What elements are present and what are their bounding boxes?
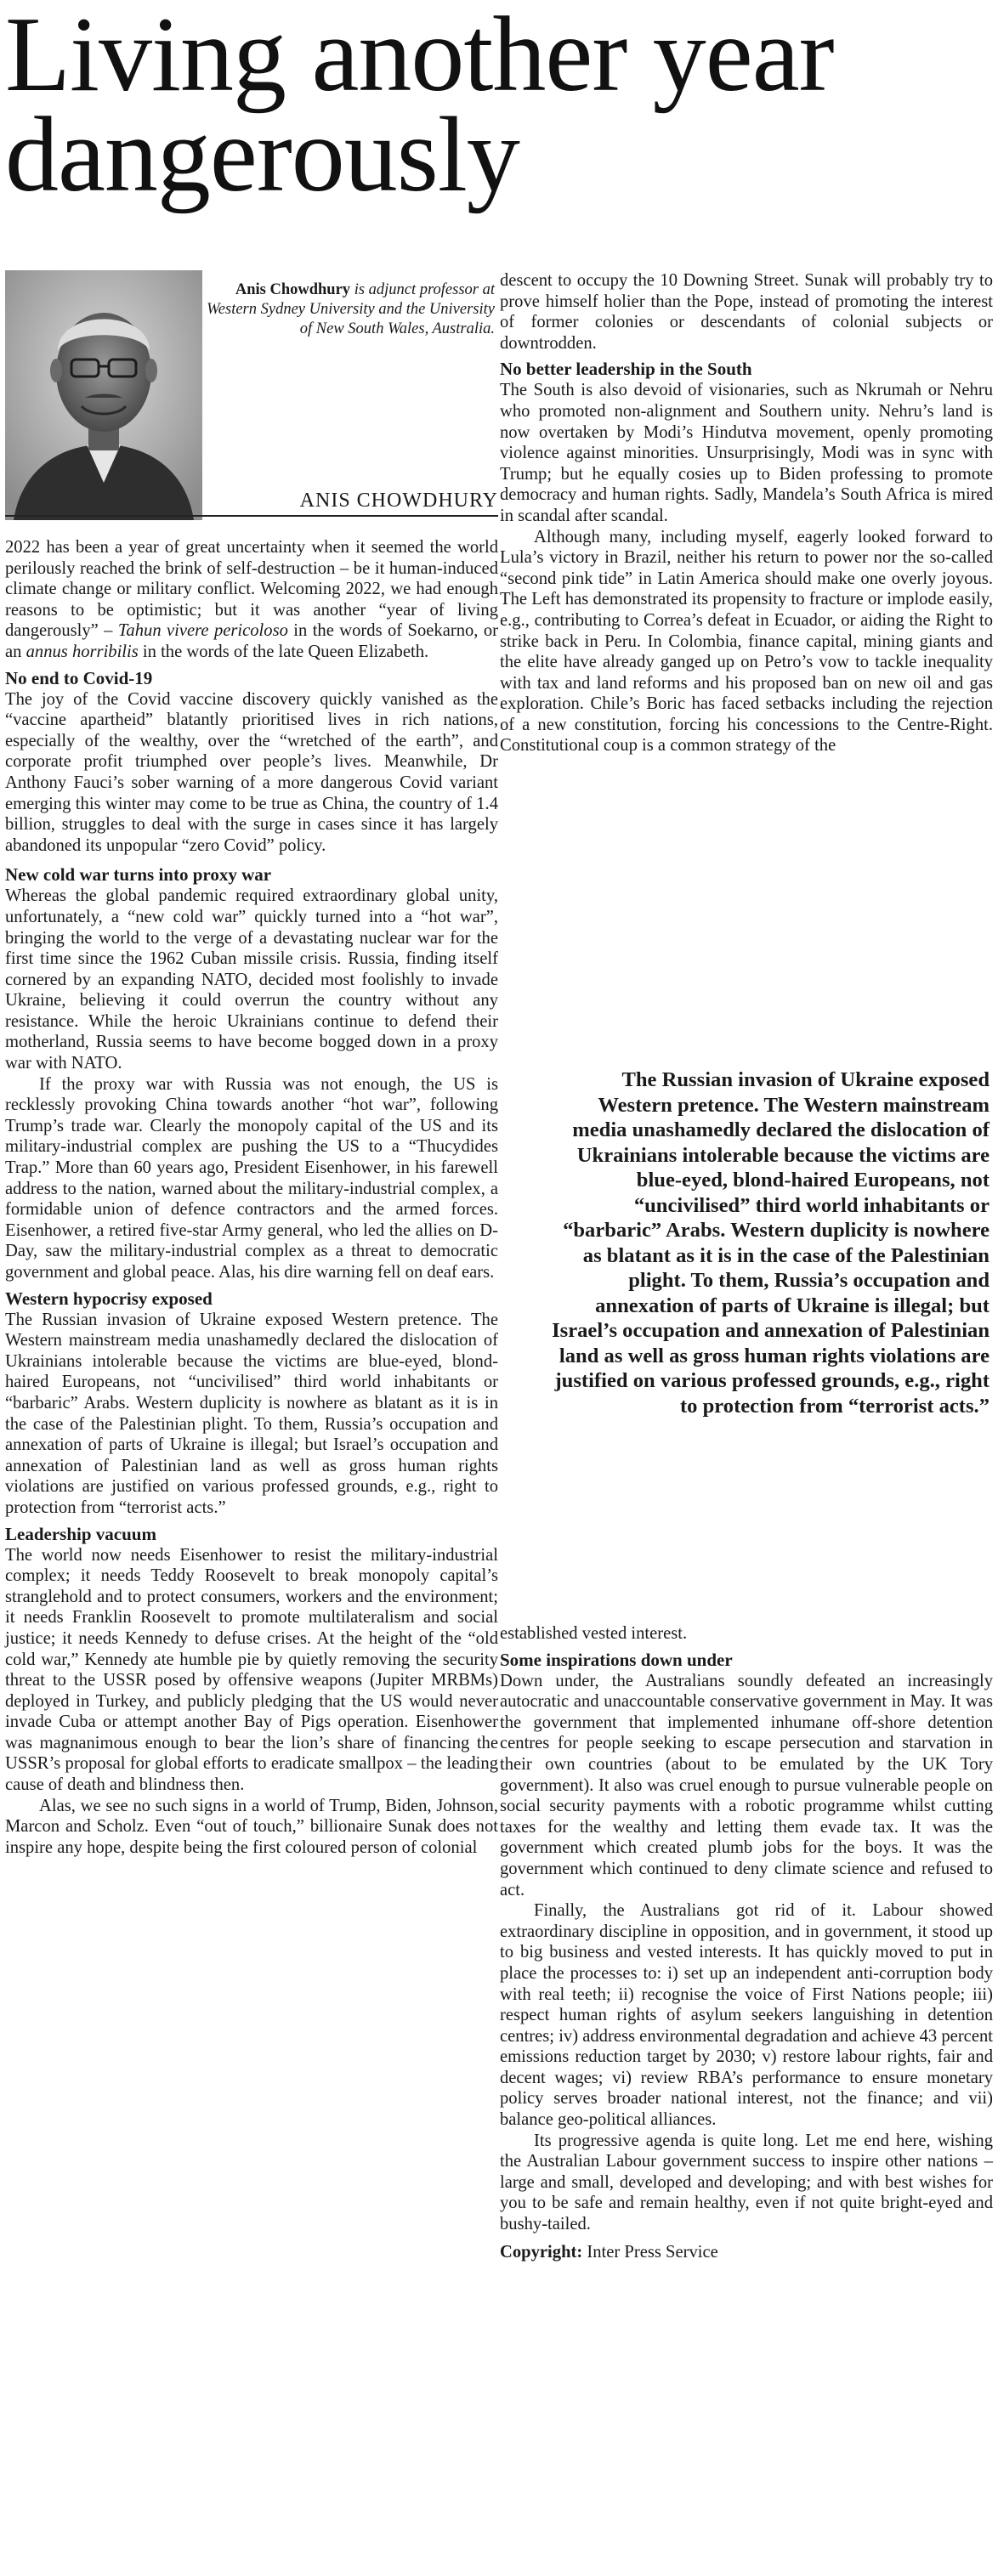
subhead-cold-war: New cold war turns into proxy war <box>5 864 272 886</box>
byline-rule <box>5 515 498 517</box>
paragraph-vested-interest: established vested interest. <box>500 1624 688 1643</box>
author-bio <box>206 280 495 339</box>
paragraph-continued: descent to occupy the 10 Downing Street. Sunak will probably try to prove himself holier than the Pope, instead of promoting the interest of former colonies or descendants of colonial subjects or downtrodden. <box>500 271 993 353</box>
paragraph-south-1: The South is also devoid of visionaries, such as Nkrumah or Nehru who promoted non-alignment and Southern unity. Nehru’s land is now overtaken by Modi’s Hindutva movement, openly promoting violence against minorities. Unsurprisingly, Modi was in sync with Trump; but he equally cosies up to Biden professing to promote democracy and human rights. Sadly, Mandela’s South Africa is mired in scandal after scandal. <box>500 381 993 525</box>
subhead-south: No better leadership in the South <box>500 359 752 380</box>
paragraph-cold-war-1: Whereas the global pandemic required extraordinary global unity, unfortunately, a “new cold war” quickly turned into a “hot war”, bringing the world to the verge of a devastating nuclear war for the first time since the 1962 Cuban missile crisis. Russia, finding itself cornered by an expanding NATO, decided most foolishly to invade Ukraine, believing it could overrun the country without any resistance. While the heroic Ukrainians continue to defend their motherland, Russia seems to have become bogged down in a proxy war with NATO. <box>5 886 498 1073</box>
headline <box>5 0 991 214</box>
subhead-hypocrisy: Western hypocrisy exposed <box>5 1288 213 1309</box>
paragraph-cold-war-2: If the proxy war with Russia was not enough, the US is recklessly provoking China towards another “hot war”, following Trump’s trade war. Clearly the monopoly capital of the US and its military-industrial complex are pushing the US to a “Thucydides Trap.” More than 60 years ago, President Eisenhower, in his farewell address to the nation, warned about the military-industrial complex, a formidable union of defence contractors and the armed forces. Eisenhower, a retired five-star Army general, who led the allies on D-Day, saw the military-industrial complex as a threat to democratic government and global peace. Alas, his dire warning fell on deaf ears. <box>5 1074 498 1282</box>
intro-paragraph: 2022 has been a year of great uncertainty when it seemed the world perilously reached the brink of self-destruction – be it human-induced climate change or military conflict. Welcoming 2022, we had enough reasons to be optimistic; but it was another “year of living dangerously” – Tahun vivere pericoloso in the words of Soekarno, or an annus horribilis in the words of the late Queen Elizabeth. <box>5 538 498 661</box>
byline: ANIS CHOWDHURY <box>299 490 498 512</box>
paragraph-inspirations-1: Down under, the Australians soundly defeated an increasingly autocratic and unaccountable conservative government in May. It was the government that implemented inhumane off-shore detention centres for people seeking to escape persecution and starvation in their own countries (about to be emulated by the UK Tory government). It also was cruel enough to pursue vulnerable people on social security payments with a robotic programme whilst cutting taxes for the wealthy and letting them evade tax. It was the government which created plumb jobs for the boys. It was the government which continued to deny climate science and refused to act. <box>500 1671 993 1899</box>
paragraph-south-2: Although many, including myself, eagerly looked forward to Lula’s victory in Brazil, neither his return to power nor the so-called “second pink tide” in Latin America should make one overly joyous. The Left has demonstrated its propensity to fracture or implode easily, e.g., contributing to Correa’s defeat in Ecuador, or aiding the Right to strike back in Peru. In Colombia, finance capital, mining giants and the elite have already ganged up on Petro’s vow to tackle inequality with tax and land reforms and his proposed ban on new oil and gas exploration. Chile’s Boric has faced setbacks including the rejection of a new constitution, forcing his concessions to the Centre-Right. Constitutional coup is a common strategy of the <box>500 527 993 756</box>
author-box <box>5 270 498 520</box>
paragraph-hypocrisy: The Russian invasion of Ukraine exposed Western pretence. The Western mainstream media unashamedly declared the dislocation of Ukrainians intolerable because the victims are blue-eyed, blond-haired Europeans, not “uncivilised” third world inhabitants or “barbaric” Arabs. Western duplicity is nowhere as blatant as it is in the case of the Palestinian plight. To them, Russia’s occupation and annexation of parts of Ukraine is illegal; but Israel’s occupation and annexation of Palestinian land as well as gross human rights violations are justified on various professed grounds, e.g., right to protection from “terrorist acts.” <box>5 1310 498 1517</box>
paragraph-inspirations-3: Its progressive agenda is quite long. Let me end here, wishing the Australian Labour government success to inspire other nations – large and small, developed and developing; and with best wishes for you to be safe and remain healthy, even if not quite bright-eyed and bushy-tailed. <box>500 2131 993 2234</box>
right-column-top <box>500 270 993 756</box>
pull-quote: The Russian invasion of Ukraine exposed Western pretence. The Western mainstream media unashamedly declared the dislocation of Ukrainians intolerable because the victims are blue-eyed, blond-haired Europeans, not “uncivilised” third world inhabitants or “barbaric” Arabs. Western duplicity is nowhere as blatant as it is in the case of the Palestinian plight. To them, Russia’s occupation and annexation of parts of Ukraine is illegal; but Israel’s occupation and annexation of Palestinian land as well as gross human rights violations are justified on various professed grounds, e.g., right to protection from “terrorist acts.” <box>552 1068 989 1418</box>
headline-line-1: Living another year <box>5 0 834 114</box>
subhead-inspirations: Some inspirations down under <box>500 1649 733 1670</box>
copyright-credit: Copyright: Inter Press Service <box>500 2242 718 2262</box>
paragraph-inspirations-2: Finally, the Australians got rid of it. Labour showed extraordinary discipline in opposition, and in government, it stood up to big business and vested interests. It has quickly moved to put in place the processes to: i) set up an independent anti-corruption body with real teeth; ii) recognise the voice of First Nations people; iii) respect human rights of asylum seekers languishing in detention centres; iv) address environmental degradation and achieve 43 percent emissions reduction target by 2030; v) restore labour rights, fair and decent wages; vi) review RBA’s performance to ensure monetary policy serves broader national interest, not the finance; and vii) balance geo-political alliances. <box>500 1901 993 2130</box>
author-bio-text: is adjunct professor at Western Sydney University and the University of New South Wales, Australia. <box>207 281 495 337</box>
right-column-bottom <box>500 1623 993 2262</box>
author-name: Anis Chowdhury <box>235 281 351 298</box>
paragraph-vacuum-1: The world now needs Eisenhower to resist the military-industrial complex; it needs Teddy Roosevelt to break monopoly capital’s stranglehold and to protect consumers, workers and the environment; it needs Franklin Roosevelt to promote multilateralism and social justice; it needs Kennedy to defuse crises. At the height of the “old cold war,” Kennedy ate humble pie by quietly removing the security threat to the USSR posed by offensive weapons (Jupiter MRBMs) deployed in Turkey, and publicly pledging that the US would never invade Cuba or attempt another Bay of Pigs operation. Eisenhower was magnanimous enough to bear the lion’s share of financing the USSR’s proposal for global efforts to eradicate smallpox – the leading cause of death and blindness then. <box>5 1545 498 1795</box>
paragraph-covid: The joy of the Covid vaccine discovery quickly vanished as the “vaccine apartheid” blatantly prioritised lives in rich nations, especially of the wealthy, over the “wretched of the earth”, and corporate profit triumphed over people’s lives. Meanwhile, Dr Anthony Fauci’s sober warning of a more dangerous Covid variant emerging this winter may come to be true as China, the country of 1.4 billion, struggles to deal with the surge in cases since it has largely abandoned its unpopular “zero Covid” policy. <box>5 689 498 855</box>
subhead-covid: No end to Covid-19 <box>5 667 153 688</box>
author-photo <box>5 270 202 520</box>
left-column <box>5 537 498 1858</box>
headline-line-2: dangerously <box>5 96 519 214</box>
paragraph-vacuum-2: Alas, we see no such signs in a world of Trump, Biden, Johnson, Marcon and Scholz. Even “out of touch,” billionaire Sunak does not inspire any hope, despite being the first coloured person of colonial <box>5 1796 498 1857</box>
subhead-leadership-vacuum: Leadership vacuum <box>5 1523 156 1544</box>
